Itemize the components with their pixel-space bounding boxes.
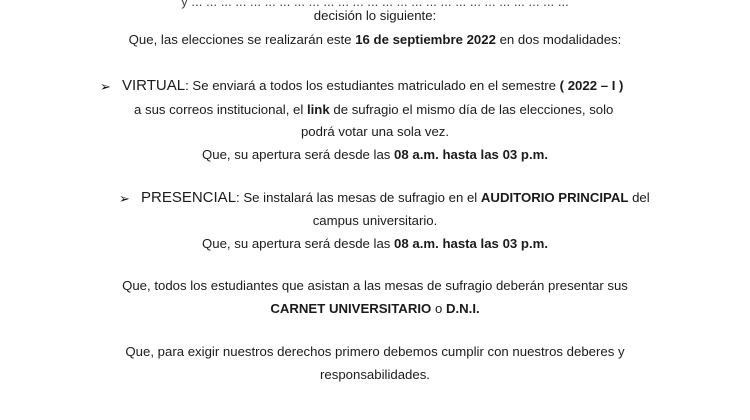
presencial-schedule-text: Que, su apertura será desde las xyxy=(201,236,395,251)
presencial-label: PRESENCIAL xyxy=(141,189,237,206)
elections-date-text: Que, las elecciones se realizarán este xyxy=(128,32,356,47)
presencial-line-1 xyxy=(141,188,650,207)
closing-line-2: responsabilidades. xyxy=(320,367,430,382)
presencial-place: AUDITORIO PRINCIPAL xyxy=(480,190,629,205)
presencial-start-time: 08 a.m. xyxy=(394,236,439,251)
virtual-arrow-icon: ➢ xyxy=(100,79,111,94)
virtual-text-3: de sufragio el mismo día de las elecciones, solo xyxy=(329,102,614,117)
presencial-text-2: del xyxy=(628,190,650,205)
virtual-line-3: podrá votar una sola vez. xyxy=(300,124,450,139)
dni: D.N.I. xyxy=(445,301,480,316)
virtual-end-time: 03 p.m. xyxy=(502,147,549,162)
virtual-line-1 xyxy=(122,76,623,95)
virtual-start-time: 08 a.m. xyxy=(394,147,439,162)
cropped-top-line: y ... ... ... ... ... ... ... ... ... ... ... ... ... ... ... ... ... ... ... ... ... ... ... ... ... ... xyxy=(181,0,569,9)
elections-date: 16 de septiembre 2022 xyxy=(355,32,496,47)
requirements-line-2 xyxy=(0,299,750,318)
elections-modalities-text: en dos modalidades: xyxy=(495,32,622,47)
virtual-line-2 xyxy=(134,100,613,119)
carnet-universitario: CARNET UNIVERSITARIO xyxy=(270,301,432,316)
closing-line-1: Que, para exigir nuestros derechos primero debemos cumplir con nuestros deberes y xyxy=(125,344,625,359)
intro-tail: decisión lo siguiente: xyxy=(313,8,437,23)
presencial-line-2: campus universitario. xyxy=(312,213,438,228)
virtual-label: VIRTUAL xyxy=(122,77,186,94)
presencial-arrow-icon: ➢ xyxy=(119,191,130,206)
virtual-schedule-mid: hasta las xyxy=(438,147,503,162)
requirements-line-1: Que, todos los estudiantes que asistan a las mesas de sufragio deberán presentar sus xyxy=(122,278,628,293)
presencial-schedule xyxy=(0,234,750,253)
virtual-text-2: a sus correos institucional, el xyxy=(134,102,307,117)
requirements-or: o xyxy=(431,301,446,316)
virtual-semester: ( 2022 – I ) xyxy=(559,78,624,93)
virtual-schedule xyxy=(0,145,750,164)
presencial-end-time: 03 p.m. xyxy=(502,236,549,251)
presencial-schedule-mid: hasta las xyxy=(438,236,503,251)
presencial-text-1: : Se instalará las mesas de sufragio en el xyxy=(236,190,481,205)
virtual-text-1: : Se enviará a todos los estudiantes matriculado en el semestre xyxy=(185,78,560,93)
virtual-schedule-text: Que, su apertura será desde las xyxy=(201,147,395,162)
elections-date-paragraph xyxy=(0,30,750,49)
virtual-link-word: link xyxy=(306,102,330,117)
